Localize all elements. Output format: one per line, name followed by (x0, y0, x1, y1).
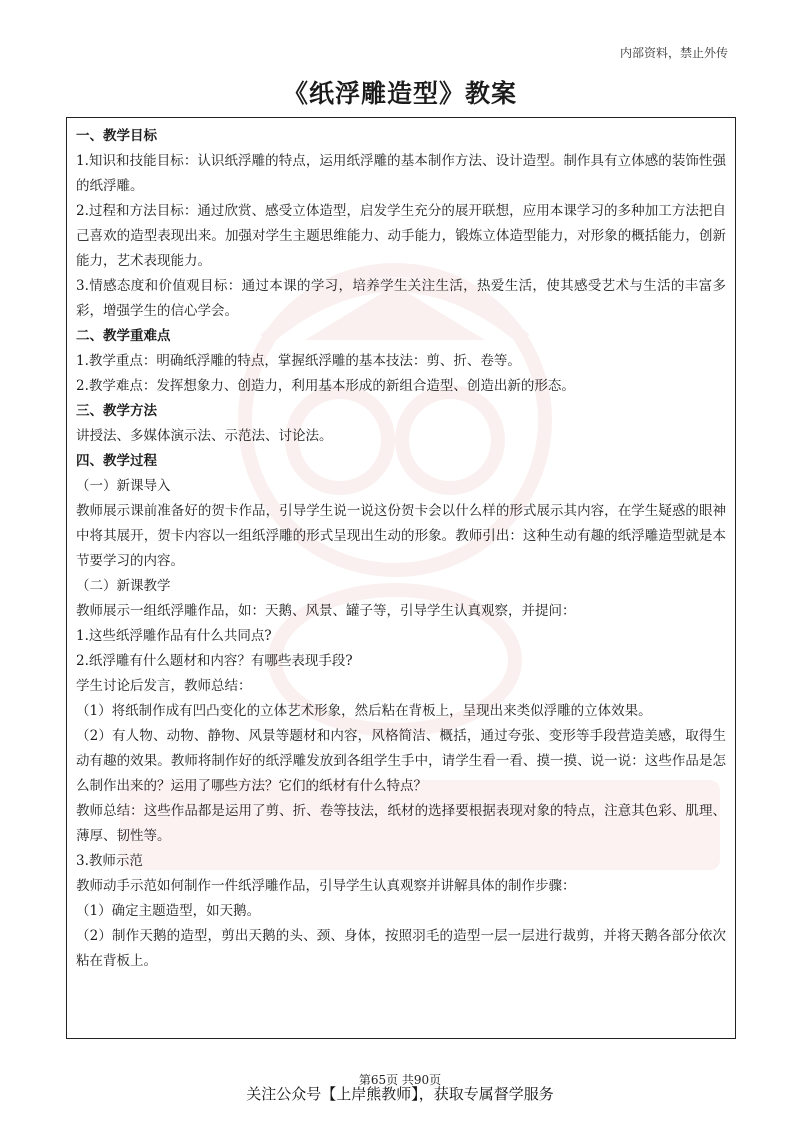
paragraph: （2）有人物、动物、静物、风景等题材和内容，风格简洁、概括，通过夸张、变形等手段营造美感，取得生动有趣的效果。教师将制作好的纸浮雕发放到各组学生手中，请学生看一看、摸一摸、说一说：这些作品是怎么制作出来的？运用了哪些方法？它们的纸材有什么特点？ (76, 728, 726, 794)
paragraph: 3.教师示范 (76, 853, 143, 869)
section-heading: 一、教学目标 (76, 128, 157, 144)
paragraph: （1）将纸制作成有凹凸变化的立体艺术形象，然后粘在背板上，呈现出来类似浮雕的立体效果。 (76, 703, 652, 719)
paragraph: （二）新课教学 (76, 578, 171, 594)
paragraph: 2.纸浮雕有什么题材和内容？有哪些表现手段? (76, 653, 353, 669)
paragraph: 学生讨论后发言，教师总结： (76, 678, 252, 694)
paragraph: 1.知识和技能目标：认识纸浮雕的特点，运用纸浮雕的基本制作方法、设计造型。制作具有立体感的装饰性强的纸浮雕。 (76, 153, 726, 194)
page-indicator: 第65页 共90页 (358, 1073, 442, 1087)
paragraph: （一）新课导入 (76, 478, 171, 494)
paragraph: 3.情感态度和价值观目标：通过本课的学习，培养学生关注生活，热爱生活，使其感受艺术与生活的丰富多彩，增强学生的信心学会。 (76, 278, 726, 319)
section-heading: 二、教学重难点 (76, 328, 171, 344)
paragraph: 教师展示课前准备好的贺卡作品，引导学生说一说这份贺卡会以什么样的形式展示其内容，在学生疑惑的眼神中将其展开，贺卡内容以一组纸浮雕的形式呈现出生动的形象。教师引出：这种生动有趣的纸浮雕造型就是本节要学习的内容。 (76, 503, 726, 569)
paragraph: 讲授法、多媒体演示法、示范法、讨论法。 (76, 428, 333, 444)
paragraph: 教师动手示范如何制作一件纸浮雕作品，引导学生认真观察并讲解具体的制作步骤： (76, 878, 576, 894)
paragraph: 2.教学难点：发挥想象力、创造力，利用基本形成的新组合造型、创造出新的形态。 (76, 378, 575, 394)
paragraph: 1.教学重点：明确纸浮雕的特点，掌握纸浮雕的基本技法：剪、折、卷等。 (76, 353, 521, 369)
promo-text: 关注公众号【上岸熊教师】，获取专属督学服务 (246, 1085, 554, 1103)
paragraph: （2）制作天鹅的造型，剪出天鹅的头、颈、身体，按照羽毛的造型一层一层进行裁剪，并将天鹅各部分依次粘在背板上。 (76, 928, 726, 969)
confidential-note: 内部资料，禁止外传 (619, 46, 728, 60)
paragraph: （1）确定主题造型，如天鹅。 (76, 903, 261, 919)
paragraph: 1.这些纸浮雕作品有什么共同点? (76, 628, 272, 644)
paragraph: 教师总结：这些作品都是运用了剪、折、卷等技法，纸材的选择要根据表现对象的特点，注意其色彩、肌理、薄厚、韧性等。 (76, 803, 726, 844)
page-title: 《纸浮雕造型》教案 (282, 79, 517, 108)
paragraph: 2.过程和方法目标：通过欣赏、感受立体造型，启发学生充分的展开联想，应用本课学习的多种加工方法把自己喜欢的造型表现出来。加强对学生主题思维能力、动手能力，锻炼立体造型能力，对形象的概括能力，创新能力，艺术表现能力。 (76, 203, 726, 269)
section-heading: 四、教学过程 (76, 453, 157, 469)
paragraph: 教师展示一组纸浮雕作品，如：天鹅、风景、罐子等，引导学生认真观察，并提问： (76, 603, 576, 619)
section-heading: 三、教学方法 (76, 403, 157, 419)
lesson-plan-content (66, 117, 736, 1039)
